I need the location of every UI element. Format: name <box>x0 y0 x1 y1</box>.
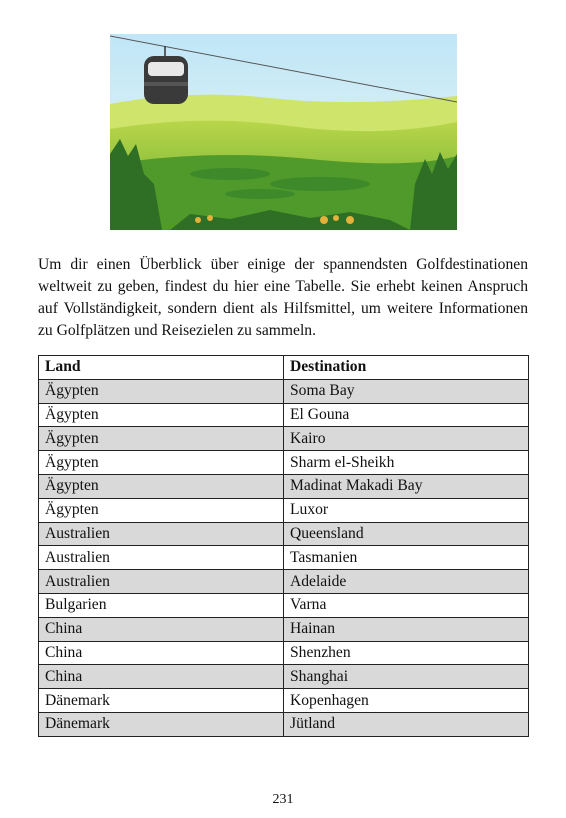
landscape-drawing <box>110 34 457 230</box>
cell-destination: Adelaide <box>284 570 529 594</box>
cell-land: China <box>39 641 284 665</box>
cell-destination: Soma Bay <box>284 379 529 403</box>
cell-land: Dänemark <box>39 712 284 736</box>
cell-destination: Kopenhagen <box>284 689 529 713</box>
table-row <box>39 617 529 641</box>
cell-destination: Sharm el-Sheikh <box>284 451 529 475</box>
table-row <box>39 451 529 475</box>
cell-destination: Hainan <box>284 617 529 641</box>
cell-destination: Jütland <box>284 712 529 736</box>
cell-land: Australien <box>39 546 284 570</box>
column-header-destination: Destination <box>284 356 529 380</box>
cell-land: China <box>39 665 284 689</box>
gondola-icon <box>144 56 188 104</box>
table-row <box>39 427 529 451</box>
cell-land: China <box>39 617 284 641</box>
cell-destination: Tasmanien <box>284 546 529 570</box>
cell-land: Dänemark <box>39 689 284 713</box>
cell-destination: Madinat Makadi Bay <box>284 474 529 498</box>
table-row <box>39 689 529 713</box>
cell-land: Ägypten <box>39 498 284 522</box>
table-row <box>39 570 529 594</box>
cell-destination: El Gouna <box>284 403 529 427</box>
cell-land: Ägypten <box>39 474 284 498</box>
cell-destination: Shanghai <box>284 665 529 689</box>
table-row <box>39 546 529 570</box>
table-row <box>39 403 529 427</box>
cell-destination: Queensland <box>284 522 529 546</box>
cell-land: Australien <box>39 522 284 546</box>
table-row <box>39 593 529 617</box>
table-body <box>39 379 529 736</box>
table-row <box>39 641 529 665</box>
cell-land: Bulgarien <box>39 593 284 617</box>
cell-land: Australien <box>39 570 284 594</box>
cell-destination: Kairo <box>284 427 529 451</box>
cell-destination: Shenzhen <box>284 641 529 665</box>
table-row <box>39 522 529 546</box>
table-header-row <box>39 356 529 380</box>
cell-destination: Luxor <box>284 498 529 522</box>
table-row <box>39 498 529 522</box>
table-row <box>39 474 529 498</box>
cell-destination: Varna <box>284 593 529 617</box>
destination-table <box>38 355 529 737</box>
cell-land: Ägypten <box>39 403 284 427</box>
cell-land: Ägypten <box>39 451 284 475</box>
cell-land: Ägypten <box>39 427 284 451</box>
table-row <box>39 379 529 403</box>
cell-land: Ägypten <box>39 379 284 403</box>
table-row <box>39 665 529 689</box>
column-header-land: Land <box>39 356 284 380</box>
intro-paragraph: Um dir einen Überblick über einige der spannendsten Golfdestinationen weltweit zu geben, findest du hier eine Tabelle. Sie erhebt keinen Anspruch auf Vollständigkeit, sondern dient als Hilfsmittel, um weitere Informationen zu Golfplätzen und Reisezielen zu sammeln. <box>38 256 528 339</box>
table-row <box>39 712 529 736</box>
page-number: 231 <box>272 792 294 807</box>
cable-car-illustration <box>110 34 457 230</box>
